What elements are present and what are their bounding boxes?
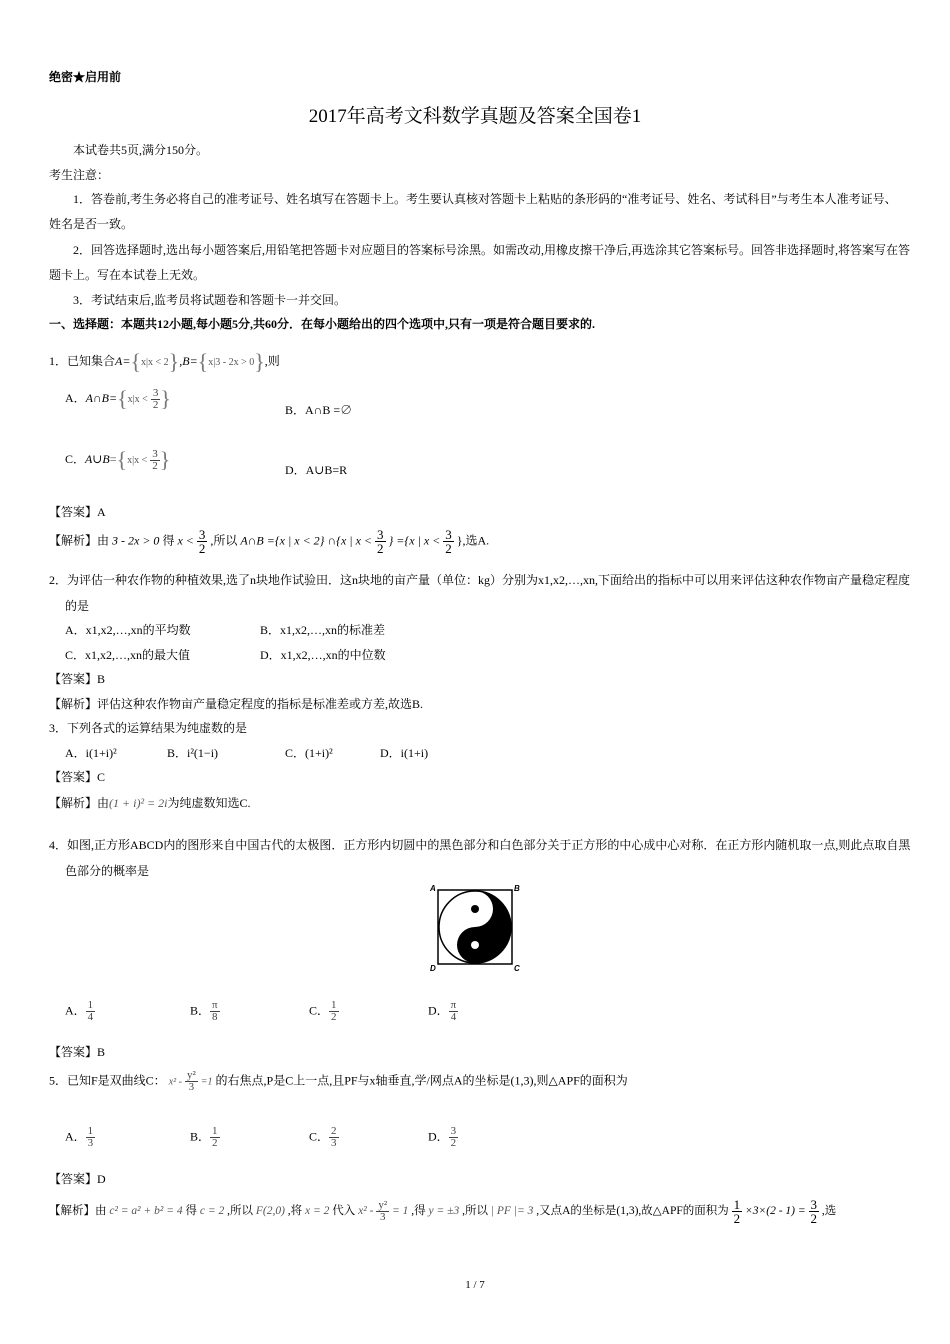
q3-option-d: D．i(1+i) <box>380 746 429 760</box>
taiji-figure <box>428 882 524 974</box>
q2-analysis: 【解析】评估这种农作物亩产量稳定程度的指标是标准差或方差,故选B. <box>49 697 424 711</box>
q1-option-b: B．A∩B =∅ <box>285 403 353 417</box>
q2-stem: 2．为评估一种农作物的种植效果,选了n块地作试验田．这n块地的亩产量（单位：kg）分别为x1,x2,…,xn,下面给出的指标中可以用来评估这种农作物亩产量稳定程度 <box>49 573 911 587</box>
page-title: 2017年高考文科数学真题及答案全国卷1 <box>308 106 642 127</box>
label-c: C <box>514 964 520 973</box>
q2-answer: 【答案】B <box>49 672 106 686</box>
q3-analysis: 【解析】由(1 + i)² = 2i为纯虚数知选C. <box>49 796 251 810</box>
label-a: A <box>430 884 436 893</box>
q4-option-d: D． $\frac{\pi}{4}$ <box>428 999 457 1023</box>
q4-stem-cont: 色部分的概率是 <box>65 864 150 878</box>
taiji-white-dot <box>471 941 479 949</box>
q3-answer: 【答案】C <box>49 770 106 784</box>
notice-heading: 考生注意： <box>49 168 110 182</box>
q5-analysis: 【解析】由 c² = a² + b² = 4 得 c = 2 ,所以 F(2,0) ,将 x = 2 代入 x² - $\frac{\text{y²}}{3}$ = 1 ,得 y = ±3 ,所以 | PF |= 3 ,又点A的坐标是(1,3),故△APF的面积为 $\frac{1}{2}$ ×3×(2 - 1) = $\frac{3}{2}$ ,选 <box>49 1197 837 1226</box>
secret-label: 绝密★启用前 <box>49 70 122 84</box>
q5-answer: 【答案】D <box>49 1172 106 1186</box>
q3-option-b: B．i²(1−i) <box>167 746 219 760</box>
q1-stem: 1．已知集合A={x|x < 2},B={x|3 - 2x > 0},则 <box>49 349 280 374</box>
taiji-black-dot <box>471 905 479 913</box>
section-heading: 一、选择题：本题共12小题,每小题5分,共60分．在每小题给出的四个选项中,只有一项是符合题目要求的. <box>49 317 596 331</box>
page-number: 1 / 7 <box>465 1279 485 1291</box>
q4-answer: 【答案】B <box>49 1045 106 1059</box>
q5-option-c: C． $\frac{2}{3}$ <box>309 1125 337 1149</box>
q1-analysis: 【解析】由 3 - 2x > 0 得 x < $\frac{3}{2}$ ,所以 A∩B ={x | x < 2} ∩{x | x < $\frac{3}{2}$ } ={x | x < $\frac{3}{2}$ },选A. <box>49 527 490 556</box>
q4-stem: 4．如图,正方形ABCD内的图形来自中国古代的太极图．正方形内切圆中的黑色部分和白色部分关于正方形的中心成中心对称．在正方形内随机取一点,则此点取自黑 <box>49 838 911 852</box>
notice-item-1: 1．答卷前,考生务必将自己的准考证号、姓名填写在答题卡上。考生要认真核对答题卡上粘贴的条形码的“准考证号、姓名、考试科目”与考生本人准考证号、 <box>73 192 897 206</box>
q4-option-c: C． $\frac{1}{2}$ <box>309 999 337 1023</box>
notice-item-2: 2．回答选择题时,选出每小题答案后,用铅笔把答题卡对应题目的答案标号涂黑。如需改动,用橡皮擦干净后,再选涂其它答案标号。回答非选择题时,将答案写在答 <box>73 243 911 257</box>
q5-option-b: B． $\frac{1}{2}$ <box>190 1125 218 1149</box>
notice-item-1-cont: 姓名是否一致。 <box>49 217 134 231</box>
q2-stem-cont: 的是 <box>65 599 90 613</box>
q4-option-b: B． $\frac{\pi}{8}$ <box>190 999 218 1023</box>
q5-option-a: A． $\frac{1}{3}$ <box>65 1125 94 1149</box>
q3-option-c: C．(1+i)² <box>285 746 333 760</box>
q2-option-a: A．x1,x2,…,xn的平均数 <box>65 623 191 637</box>
label-d: D <box>430 964 436 973</box>
label-b: B <box>514 884 520 893</box>
q2-option-d: D．x1,x2,…,xn的中位数 <box>260 648 386 662</box>
q5-option-d: D． $\frac{3}{2}$ <box>428 1125 457 1149</box>
notice-item-3: 3．考试结束后,监考员将试题卷和答题卡一并交回。 <box>73 293 347 307</box>
q1-option-d: D．A∪B=R <box>285 463 348 477</box>
q1-answer: 【答案】A <box>49 505 106 519</box>
q2-option-b: B．x1,x2,…,xn的标准差 <box>260 623 386 637</box>
q3-option-a: A．i(1+i)² <box>65 746 117 760</box>
q2-option-c: C．x1,x2,…,xn的最大值 <box>65 648 191 662</box>
notice-item-2-cont: 题卡上。写在本试卷上无效。 <box>49 268 206 282</box>
q1-option-c: C．A∪B={x|x < $\frac{3}{2}$ } <box>65 447 171 472</box>
intro-text: 本试卷共5页,满分150分。 <box>73 143 209 157</box>
taiji-diagram <box>428 882 524 974</box>
q5-stem: 5．已知F是双曲线C： x² - $\frac{\text{y²}}{3}$ =1 的右焦点,P是C上一点,且PF与x轴垂直,学/网点A的坐标是(1,3),则△APF的面积为 <box>49 1069 628 1093</box>
q1-option-a: A．A∩B={x|x < $\frac{3}{2}$ } <box>65 386 171 411</box>
q3-stem: 3．下列各式的运算结果为纯虚数的是 <box>49 721 248 735</box>
q4-option-a: A． $\frac{1}{4}$ <box>65 999 94 1023</box>
